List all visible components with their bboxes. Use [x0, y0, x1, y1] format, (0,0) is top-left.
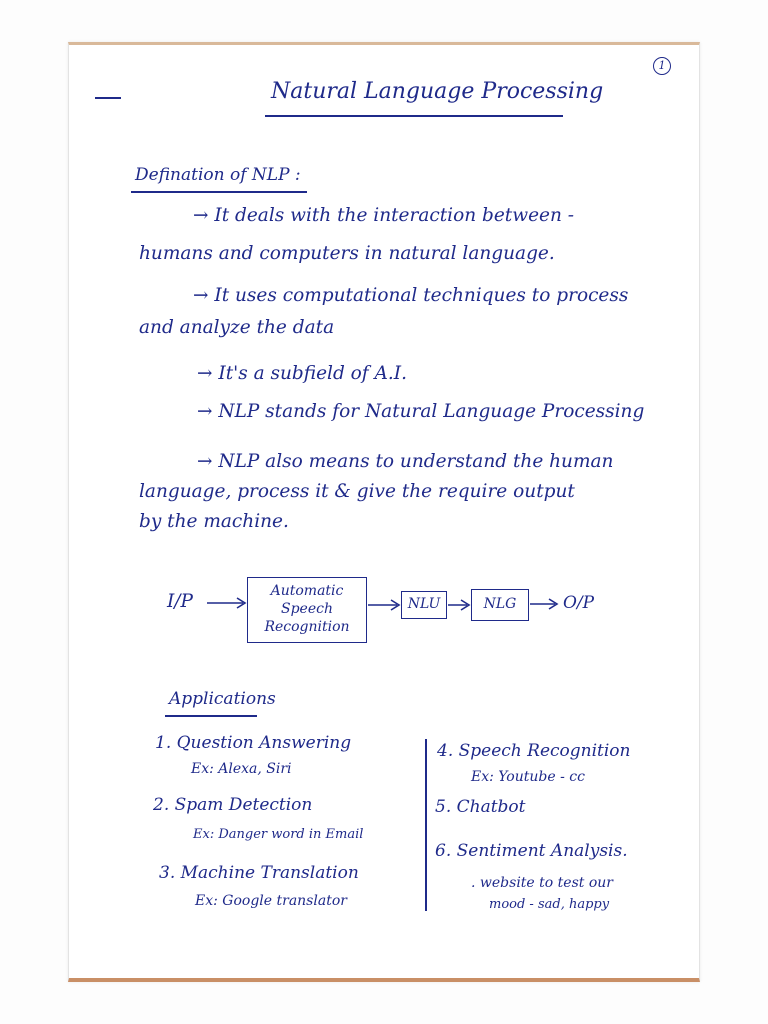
asr-line-1: Automatic [270, 583, 344, 599]
applications-underline [165, 715, 257, 717]
page-number: 1 [653, 57, 671, 75]
title-underline [265, 115, 563, 117]
arrow-right-icon [367, 597, 403, 613]
asr-box [247, 577, 367, 643]
point-1-line-2: humans and computers in natural language. [139, 243, 555, 264]
definition-heading: Defination of NLP : [135, 165, 301, 185]
arrow-right-icon [205, 595, 249, 611]
point-2-line-2: and analyze the data [139, 317, 335, 338]
app-2-example: Ex: Danger word in Email [193, 827, 364, 842]
app-3-title: 3. Machine Translation [159, 863, 359, 883]
nlu-box: NLU [401, 591, 447, 619]
app-4-title: 4. Speech Recognition [437, 741, 631, 761]
app-5-title: 5. Chatbot [435, 797, 526, 817]
point-5-line-3: by the machine. [139, 511, 289, 532]
nlg-box: NLG [471, 589, 529, 621]
arrow-right-icon [529, 596, 561, 612]
app-3-example: Ex: Google translator [195, 893, 347, 909]
point-3-line-1: → It's a subfield of A.I. [197, 363, 407, 384]
point-4-line-1: → NLP stands for Natural Language Processing [197, 401, 645, 422]
page-title: Natural Language Processing [271, 79, 604, 104]
point-1-line-1: → It deals with the interaction between - [193, 205, 575, 226]
column-divider [425, 739, 427, 911]
asr-line-2: Speech [281, 601, 333, 617]
heading-underline [131, 191, 307, 193]
app-2-title: 2. Spam Detection [153, 795, 313, 815]
app-6-example-line-2: mood - sad, happy [489, 897, 610, 912]
point-5-line-1: → NLP also means to understand the human [197, 451, 614, 472]
app-6-example-line-1: . website to test our [471, 875, 613, 891]
app-4-example: Ex: Youtube - cc [471, 769, 585, 785]
notebook-page [68, 42, 700, 982]
applications-heading: Applications [169, 689, 276, 709]
diagram-input-label: I/P [167, 591, 193, 612]
app-6-title: 6. Sentiment Analysis. [435, 841, 628, 861]
margin-dash [95, 97, 121, 99]
diagram-output-label: O/P [563, 593, 595, 613]
app-1-example: Ex: Alexa, Siri [191, 761, 292, 777]
asr-line-3: Recognition [264, 619, 350, 635]
point-5-line-2: language, process it & give the require output [139, 481, 575, 502]
point-2-line-1: → It uses computational techniques to process [193, 285, 629, 306]
app-1-title: 1. Question Answering [155, 733, 352, 753]
arrow-right-icon [447, 597, 473, 613]
